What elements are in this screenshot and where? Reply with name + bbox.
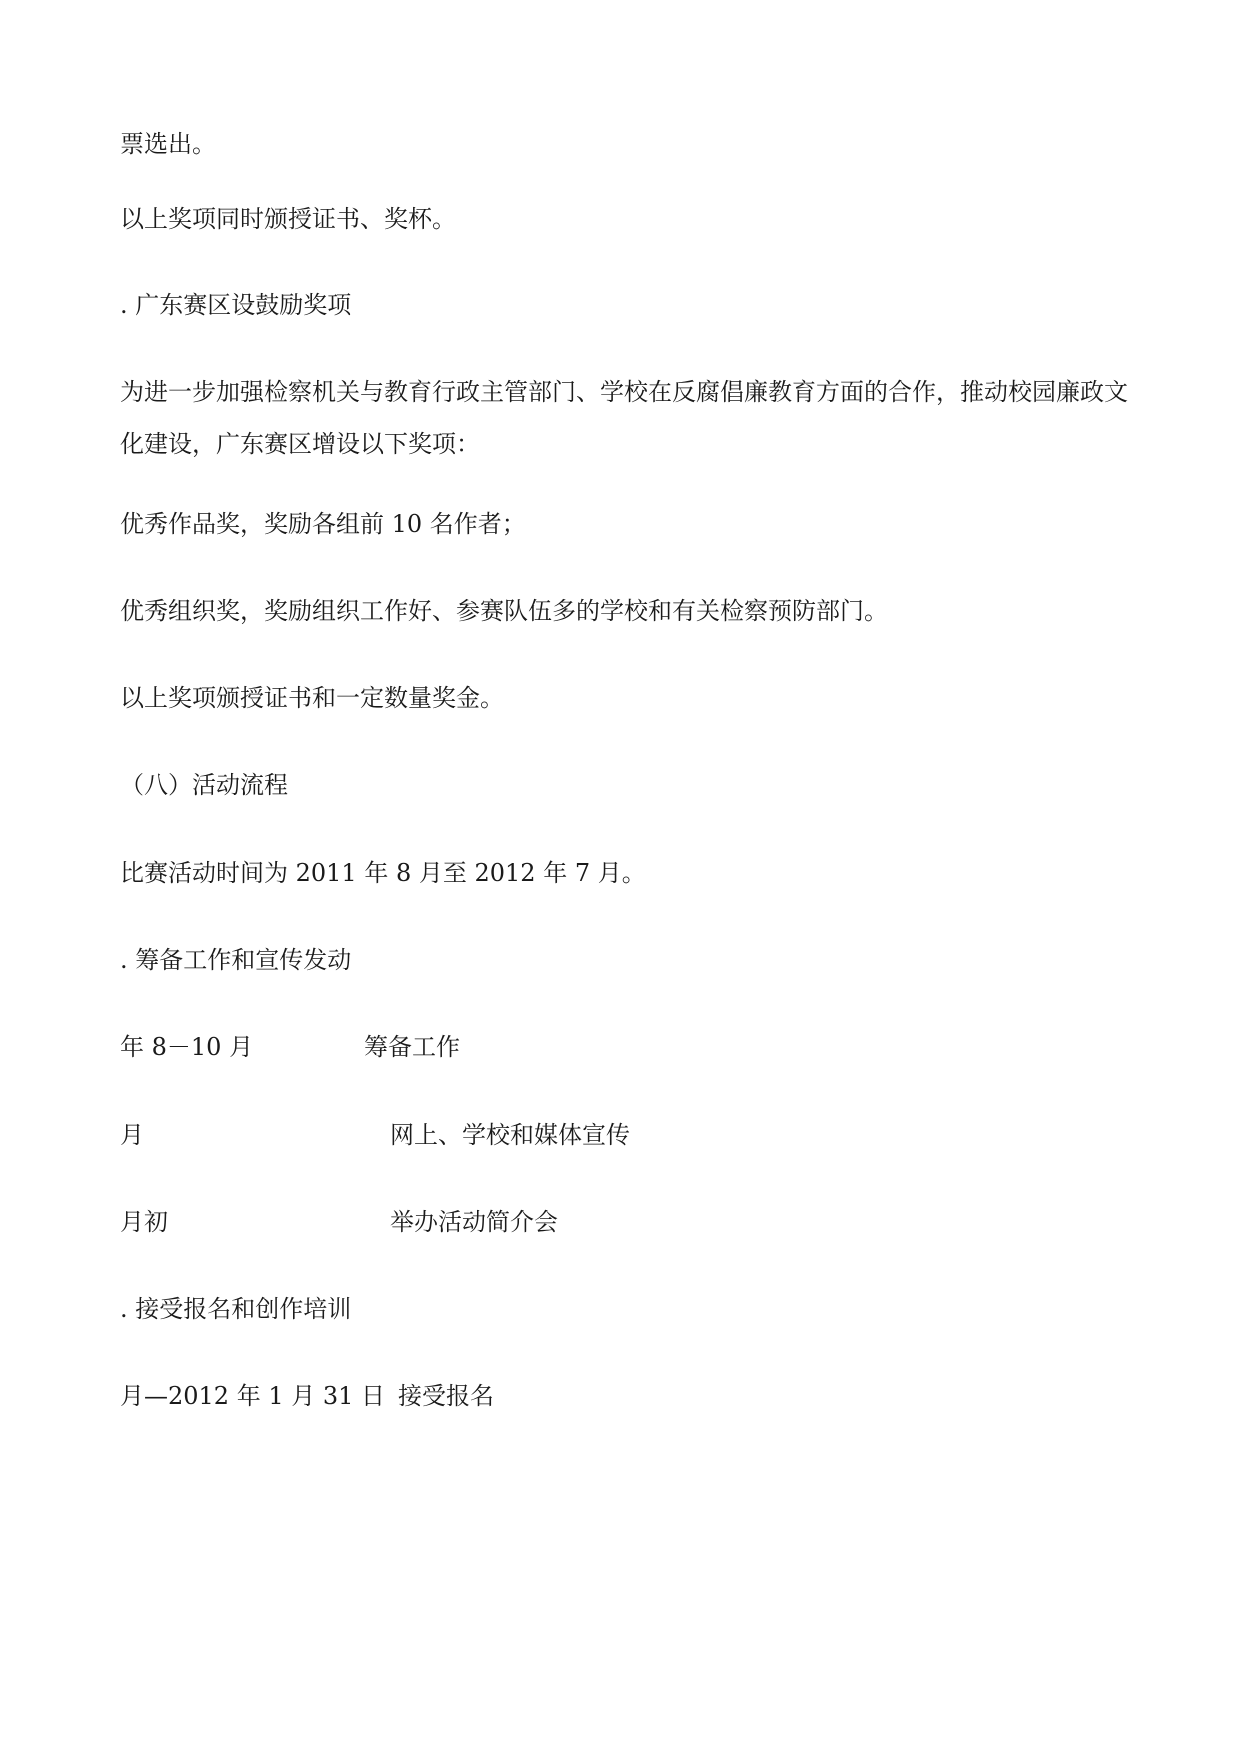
schedule-time: 月初 (120, 1208, 168, 1236)
schedule-task: 接受报名 (398, 1382, 494, 1410)
schedule-time: 年 8－10 月 (120, 1033, 254, 1061)
text-line-vote-selected: 票选出。 (120, 130, 216, 158)
schedule-task: 举办活动简介会 (390, 1208, 558, 1236)
section-heading-preparation-publicity: . 筹备工作和宣传发动 (120, 946, 352, 974)
schedule-time: 月 (120, 1121, 144, 1149)
text-line-awards-certificate-bonus: 以上奖项颁授证书和一定数量奖金。 (120, 684, 504, 712)
section-heading-registration-training: . 接受报名和创作培训 (120, 1295, 352, 1323)
schedule-task: 网上、学校和媒体宣传 (390, 1121, 630, 1149)
text-line-excellent-work-award: 优秀作品奖，奖励各组前 10 名作者； (120, 510, 526, 538)
paragraph-cooperation-purpose: 为进一步加强检察机关与教育行政主管部门、学校在反腐倡廉教育方面的合作，推动校园廉政文化建设，广东赛区增设以下奖项： (120, 378, 1128, 458)
section-heading-guangdong-awards: . 广东赛区设鼓励奖项 (120, 291, 352, 319)
text-line-excellent-organization-award: 优秀组织奖，奖励组织工作好、参赛队伍多的学校和有关检察预防部门。 (120, 597, 888, 625)
schedule-time: 月—2012 年 1 月 31 日 (120, 1382, 386, 1410)
text-line-activity-period: 比赛活动时间为 2011 年 8 月至 2012 年 7 月。 (120, 859, 646, 887)
text-line-awards-certificate-trophy: 以上奖项同时颁授证书、奖杯。 (120, 205, 456, 233)
section-heading-activity-process: （八）活动流程 (120, 771, 288, 799)
schedule-task: 筹备工作 (364, 1033, 460, 1061)
